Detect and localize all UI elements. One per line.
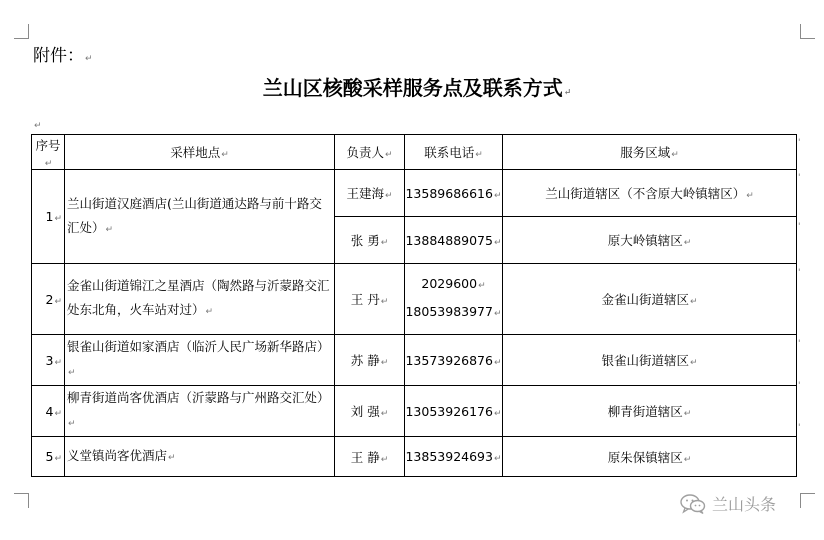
paragraph-mark: ↵	[563, 88, 572, 98]
header-phone: 联系电话↵	[405, 135, 503, 170]
phone-cell: 13853924693↵	[405, 437, 503, 477]
end-of-row-mark: '	[798, 423, 801, 433]
crop-mark-top-left	[14, 24, 29, 39]
paragraph-mark: ↵	[85, 54, 93, 64]
person-cell: 王 静↵	[335, 437, 405, 477]
table-row	[32, 437, 797, 477]
area-cell: 柳青街道辖区↵	[503, 386, 797, 437]
watermark	[680, 492, 776, 515]
phone-line-2: 18053983977↵	[405, 304, 502, 319]
area-cell: 兰山街道辖区（不含原大岭镇辖区）↵	[503, 170, 797, 217]
crop-mark-bottom-left	[14, 493, 29, 508]
table-header-row	[32, 135, 797, 170]
row-number: 3↵	[32, 335, 65, 386]
table-row	[32, 170, 797, 217]
header-person: 负责人↵	[335, 135, 405, 170]
phone-cell: 13053926176↵	[405, 386, 503, 437]
header-area: 服务区域↵	[503, 135, 797, 170]
area-cell: 原大岭镇辖区↵	[503, 217, 797, 264]
person-cell: 张 勇↵	[335, 217, 405, 264]
service-points-table	[31, 134, 797, 477]
end-of-row-mark: '	[798, 339, 801, 349]
end-of-row-mark: '	[798, 222, 801, 232]
crop-mark-bottom-right	[800, 493, 815, 508]
table-row	[32, 386, 797, 437]
person-cell: 苏 静↵	[335, 335, 405, 386]
row-number: 4↵	[32, 386, 65, 437]
site-cell: 银雀山街道如家酒店（临沂人民广场新华路店）↵	[65, 335, 335, 386]
area-cell: 银雀山街道辖区↵	[503, 335, 797, 386]
end-of-row-mark: '	[798, 381, 801, 391]
end-of-row-mark: '	[798, 268, 801, 278]
phone-cell	[405, 264, 503, 335]
table-row	[32, 335, 797, 386]
document-title: 兰山区核酸采样服务点及联系方式↵	[262, 76, 572, 100]
area-cell: 原朱保镇辖区↵	[503, 437, 797, 477]
phone-cell: 13589686616↵	[405, 170, 503, 217]
attachment-label: 附件：↵	[33, 46, 93, 66]
person-cell: 刘 强↵	[335, 386, 405, 437]
watermark-text: 兰山头条	[712, 495, 777, 514]
table-row	[32, 264, 797, 335]
empty-paragraph: ↵	[34, 121, 42, 131]
area-cell: 金雀山街道辖区↵	[503, 264, 797, 335]
person-cell: 王 丹↵	[335, 264, 405, 335]
person-cell: 王建海↵	[335, 170, 405, 217]
row-number: 5↵	[32, 437, 65, 477]
phone-line-1: 2029600↵	[421, 276, 486, 291]
site-cell: 义堂镇尚客优酒店↵	[65, 437, 335, 477]
header-site: 采样地点↵	[65, 135, 335, 170]
wechat-icon	[680, 493, 706, 515]
phone-cell: 13884889075↵	[405, 217, 503, 264]
site-cell: 金雀山街道锦江之星酒店（陶然路与沂蒙路交汇处东北角，火车站对过）↵	[65, 264, 335, 335]
crop-mark-top-right	[800, 24, 815, 39]
row-number: 2↵	[32, 264, 65, 335]
row-number: 1↵	[32, 170, 65, 264]
header-num: 序号↵	[32, 135, 65, 170]
site-cell: 柳青街道尚客优酒店（沂蒙路与广州路交汇处）↵	[65, 386, 335, 437]
end-of-row-mark: '	[798, 173, 801, 183]
end-of-row-mark: '	[798, 138, 801, 148]
phone-cell: 13573926876↵	[405, 335, 503, 386]
site-cell: 兰山街道汉庭酒店(兰山街道通达路与前十路交汇处）↵	[65, 170, 335, 264]
